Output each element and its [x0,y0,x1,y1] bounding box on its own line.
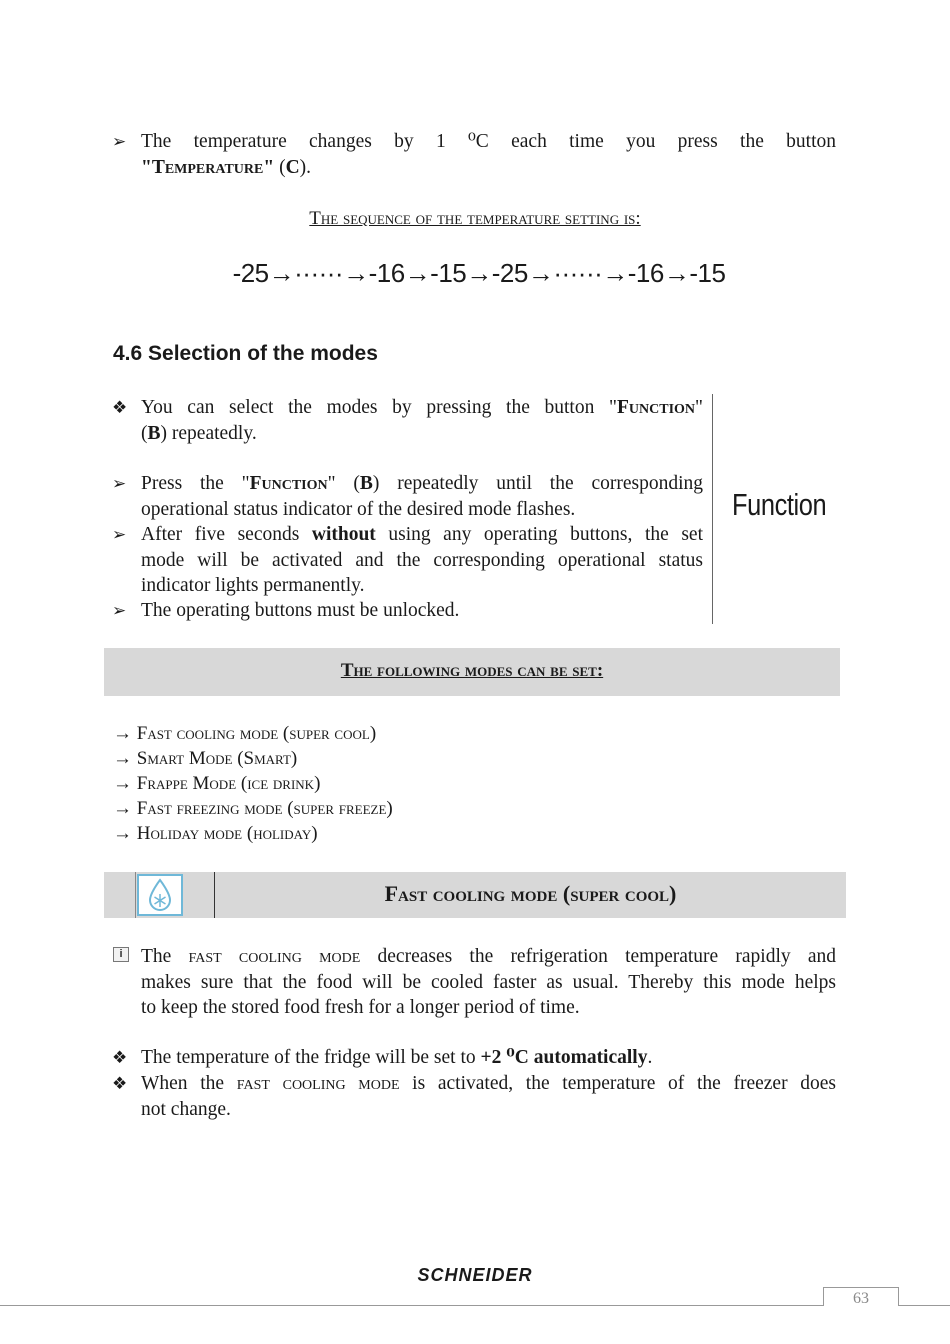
mode-item: → Fast freezing mode (super freeze) [113,798,393,819]
intro-bullet [112,129,838,181]
bullet-line: indicator lights permanently. [141,575,365,596]
bullet-line: (B) repeatedly. [141,422,257,444]
intro-line-1: The temperature changes by 1 ⁰C each time you press the button [141,131,836,152]
bullet-text: The temperature of the fridge will be set to [141,1047,481,1068]
icon-left-divider [135,872,136,918]
bullet-line: mode will be activated and the corresponding operational status [141,549,703,571]
bullet-line: After five seconds without using any operating buttons, the set [141,524,703,545]
function-button-label: Function [732,487,827,522]
mode-item: → Smart Mode (Smart) [113,748,298,769]
intro-line-2: "Temperature" (C). [141,156,312,178]
arrow-bullet-icon: ➢ [112,132,127,151]
bullet-bold-text: +2 ⁰C automatically [480,1047,648,1068]
arrow-bullet-icon: ➢ [112,525,127,544]
bullet-line: When the fast cooling mode is activated, the temperature of the freezer does [141,1073,836,1094]
diamond-bullet-icon: ❖ [112,398,128,417]
bullet-press-function [112,471,707,523]
page-number-tab [823,1287,899,1306]
super-cool-icon [137,874,183,916]
bullet-line: not change. [141,1098,231,1120]
fast-cooling-heading: Fast cooling mode (super cool) [384,881,677,906]
diamond-bullet-icon: ❖ [112,1048,128,1067]
temperature-key: C [285,156,300,178]
bullet-suffix: . [647,1047,653,1068]
modes-heading: The following modes can be set: [340,660,604,681]
bullet-five-seconds [112,522,707,600]
info-line: makes sure that the food will be cooled faster as usual. Thereby this mode helps [141,971,836,993]
bullet-line: Press the "Function" (B) repeatedly until the corresponding [141,473,703,494]
modes-heading-band [104,648,840,696]
page-number: 63 [853,1290,869,1307]
fast-cooling-band [104,872,846,918]
mode-item: → Frappe Mode (ice drink) [113,773,321,794]
bullet-freezer-unchanged [112,1071,838,1123]
mode-item: → Holiday mode (holiday) [113,823,318,844]
bullet-line: You can select the modes by pressing the button "Function" [141,397,703,418]
bullet-select-modes [112,395,707,447]
diamond-bullet-icon: ❖ [112,1074,128,1093]
bullet-unlocked [112,598,707,624]
info-line: The fast cooling mode decreases the refrigeration temperature rapidly and [141,946,836,967]
temperature-button-label: "Temperature" [141,156,275,178]
temperature-sequence: -25→······→-16→-15→-25→······→-16→-15 [232,258,726,288]
info-line: to keep the stored food fresh for a longer period of time. [141,997,580,1018]
info-paragraph [141,944,836,1021]
bullet-fridge-temperature [112,1045,838,1071]
sequence-heading: The sequence of the temperature setting is: [309,208,641,229]
brand-logo: SCHNEIDER [417,1265,533,1285]
mode-item: → Fast cooling mode (super cool) [113,723,377,744]
vertical-divider [712,394,713,624]
bullet-line: The operating buttons must be unlocked. [141,600,460,621]
info-icon: i [113,947,129,962]
bullet-line: operational status indicator of the desired mode flashes. [141,498,576,520]
arrow-bullet-icon: ➢ [112,474,127,493]
arrow-bullet-icon: ➢ [112,601,127,620]
section-title: 4.6 Selection of the modes [113,342,378,365]
footer-rule [0,1305,950,1306]
